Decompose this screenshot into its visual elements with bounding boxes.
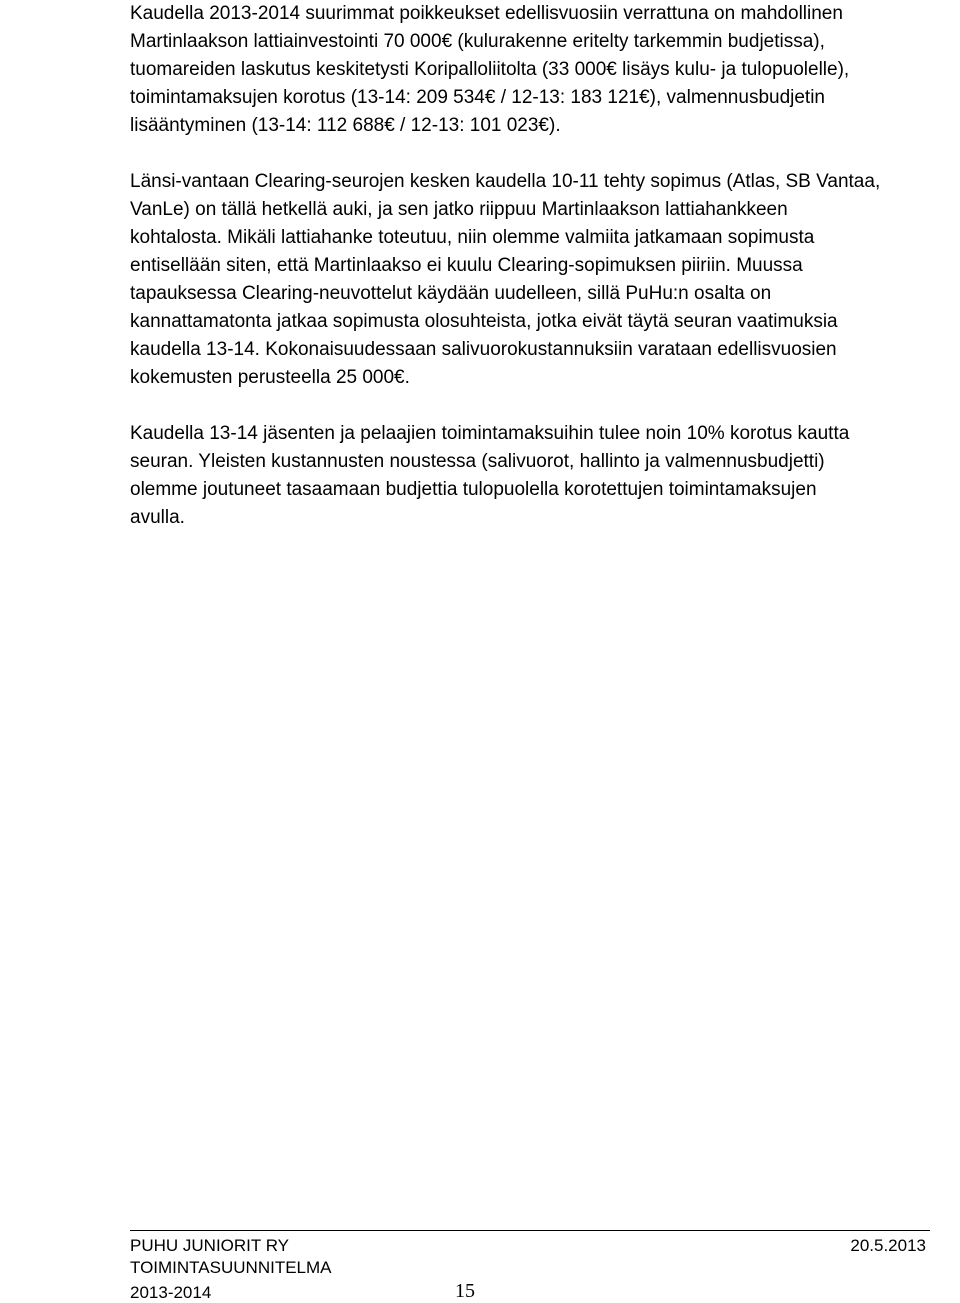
footer-date: 20.5.2013	[850, 1236, 926, 1255]
footer-document-title: TOIMINTASUUNNITELMA	[130, 1258, 332, 1277]
text-line: kannattamatonta jatkaa sopimusta olosuhteista, jotka eivät täytä seuran vaatimuksia	[130, 311, 838, 332]
text-line: Kaudella 13-14 jäsenten ja pelaajien toimintamaksuihin tulee noin 10% korotus kautta	[130, 423, 850, 444]
text-line: kokemusten perusteella 25 000€.	[130, 367, 410, 388]
text-line: avulla.	[130, 507, 185, 528]
footer-season: 2013-2014	[130, 1283, 212, 1302]
text-line: Länsi-vantaan Clearing-seurojen kesken kaudella 10-11 tehty sopimus (Atlas, SB Vantaa,	[130, 171, 881, 192]
text-line: olemme joutuneet tasaamaan budjettia tulopuolella korotettujen toimintamaksujen	[130, 479, 817, 500]
paragraph-fee-increase	[130, 420, 930, 532]
text-line: tapauksessa Clearing-neuvottelut käydään uudelleen, sillä PuHu:n osalta on	[130, 283, 772, 304]
text-line: tuomareiden laskutus keskitetysti Koripalloliitolta (33 000€ lisäys kulu- ja tulopuolelle),	[130, 59, 850, 80]
paragraph-budget-exceptions	[130, 0, 930, 140]
text-line: VanLe) on tällä hetkellä auki, ja sen jatko riippuu Martinlaakson lattiahankkeen	[130, 199, 788, 220]
text-line: lisääntyminen (13-14: 112 688€ / 12-13: 101 023€).	[130, 115, 561, 136]
text-line: kohtalosta. Mikäli lattiahanke toteutuu, niin olemme valmiita jatkamaan sopimusta	[130, 227, 815, 248]
text-line: toimintamaksujen korotus (13-14: 209 534€ / 12-13: 183 121€), valmennusbudjetin	[130, 87, 825, 108]
footer-organization: PUHU JUNIORIT RY	[130, 1236, 290, 1255]
text-line: kaudella 13-14. Kokonaisuudessaan salivuorokustannuksiin varataan edellisvuosien	[130, 339, 837, 360]
footer-divider	[130, 1230, 930, 1231]
document-body	[130, 0, 930, 560]
text-line: seuran. Yleisten kustannusten noustessa (salivuorot, hallinto ja valmennusbudjetti)	[130, 451, 825, 472]
text-line: entisellään siten, että Martinlaakso ei kuulu Clearing-sopimuksen piiriin. Muussa	[130, 255, 803, 276]
paragraph-clearing-agreement	[130, 168, 930, 392]
text-line: Martinlaakson lattiainvestointi 70 000€ (kulurakenne eritelty tarkemmin budjetissa),	[130, 31, 825, 52]
page-number: 15	[455, 1280, 475, 1302]
text-line: Kaudella 2013-2014 suurimmat poikkeukset edellisvuosiin verrattuna on mahdollinen	[130, 3, 843, 24]
